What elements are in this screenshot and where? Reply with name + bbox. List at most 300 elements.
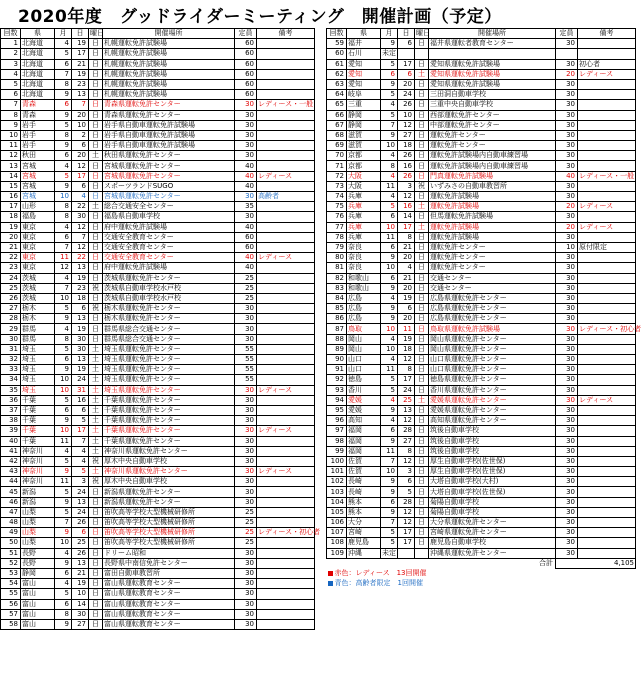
cell-venue: 札幌運転免許試験場 bbox=[103, 69, 235, 79]
cell-capacity: 30 bbox=[556, 416, 578, 426]
cell-note: レディース・初心者 bbox=[258, 528, 321, 537]
table-row bbox=[327, 263, 636, 273]
cell-capacity: 30 bbox=[556, 39, 578, 49]
cell-weekday: 日 bbox=[415, 59, 429, 69]
cell-weekday: 日 bbox=[89, 69, 103, 79]
cell-weekday: 日 bbox=[89, 120, 103, 130]
table-row bbox=[327, 497, 636, 507]
cell-pref: 富山 bbox=[21, 619, 55, 629]
table-row bbox=[327, 212, 636, 222]
cell-venue: 大分県運転免許センター bbox=[429, 518, 556, 528]
cell-note bbox=[257, 456, 315, 466]
cell-month: 5 bbox=[55, 49, 72, 59]
cell-no: 69 bbox=[327, 141, 347, 151]
cell-note: レディース bbox=[578, 202, 636, 212]
cell-pref: 京都 bbox=[347, 151, 381, 161]
table-row bbox=[1, 395, 315, 405]
cell-venue: 運転免許センター bbox=[429, 130, 556, 140]
table-row bbox=[327, 405, 636, 415]
cell-note bbox=[578, 314, 636, 324]
cell-note bbox=[257, 518, 315, 528]
cell-no: 79 bbox=[327, 242, 347, 252]
cell-note bbox=[578, 456, 636, 466]
cell-weekday: 日 bbox=[415, 375, 429, 385]
cell-day: 24 bbox=[72, 375, 89, 385]
cell-pref: 静岡 bbox=[347, 110, 381, 120]
cell-no: 83 bbox=[327, 283, 347, 293]
cell-no: 32 bbox=[1, 355, 21, 365]
cell-note: レディース bbox=[578, 69, 636, 79]
table-row bbox=[327, 79, 636, 89]
table-row bbox=[327, 222, 636, 232]
cell-capacity: 30 bbox=[235, 487, 257, 497]
header-pref: 県 bbox=[347, 29, 381, 39]
cell-capacity: 40 bbox=[235, 253, 257, 263]
cell-venue: 山口県運転免許センター bbox=[429, 355, 556, 365]
table-row bbox=[327, 355, 636, 365]
table-row bbox=[327, 548, 636, 558]
cell-weekday: 日 bbox=[89, 130, 103, 140]
cell-no: 41 bbox=[1, 446, 21, 456]
cell-no: 80 bbox=[327, 253, 347, 263]
cell-day: 12 bbox=[398, 456, 415, 466]
cell-month: 4 bbox=[381, 293, 398, 303]
table-row bbox=[327, 314, 636, 324]
cell-venue: 岩手県自動車運転免許試験場 bbox=[103, 120, 235, 130]
cell-pref: 新潟 bbox=[21, 497, 55, 507]
cell-note: レディース bbox=[257, 253, 315, 263]
table-row bbox=[1, 589, 315, 599]
cell-day: 30 bbox=[72, 344, 89, 354]
cell-no: 5 bbox=[1, 79, 21, 89]
cell-pref: 東京 bbox=[21, 263, 55, 273]
cell-note bbox=[578, 334, 636, 344]
cell-note bbox=[578, 528, 636, 538]
cell-note bbox=[578, 385, 636, 395]
cell-pref: 千葉 bbox=[21, 405, 55, 415]
cell-weekday: 日 bbox=[415, 355, 429, 365]
total-row bbox=[327, 558, 636, 568]
cell-month: 5 bbox=[381, 59, 398, 69]
cell-venue: 栃木県運転免許センター bbox=[103, 304, 235, 314]
cell-month: 5 bbox=[55, 395, 72, 405]
legend-blue: 青色：高齢者限定 1回開催 bbox=[334, 579, 423, 588]
cell-day: 20 bbox=[398, 79, 415, 89]
cell-no: 27 bbox=[1, 304, 21, 314]
cell-month: 6 bbox=[55, 568, 72, 578]
cell-capacity: 30 bbox=[235, 120, 257, 130]
cell-no: 88 bbox=[327, 334, 347, 344]
table-row bbox=[327, 232, 636, 242]
cell-weekday: 土 bbox=[415, 202, 429, 212]
cell-month: 5 bbox=[55, 507, 72, 517]
cell-month: 9 bbox=[381, 314, 398, 324]
cell-day: 10 bbox=[72, 589, 89, 599]
cell-day: 10 bbox=[72, 120, 89, 130]
table-row bbox=[327, 507, 636, 517]
cell-no: 101 bbox=[327, 467, 347, 477]
cell-note bbox=[257, 130, 315, 140]
cell-weekday: 日 bbox=[415, 477, 429, 487]
cell-note bbox=[257, 548, 315, 558]
cell-day: 6 bbox=[72, 304, 89, 314]
cell-capacity: 30 bbox=[556, 395, 578, 405]
cell-weekday: 土 bbox=[89, 395, 103, 405]
cell-note bbox=[578, 192, 636, 202]
cell-weekday: 日 bbox=[415, 283, 429, 293]
cell-note bbox=[257, 375, 315, 385]
cell-day: 16 bbox=[398, 161, 415, 171]
cell-weekday: 日 bbox=[89, 314, 103, 324]
cell-day: 8 bbox=[398, 365, 415, 375]
cell-venue: 宮城県運転免許センター bbox=[103, 192, 235, 202]
total-label: 合計 bbox=[539, 559, 553, 568]
cell-note bbox=[257, 151, 315, 161]
cell-pref: 青森 bbox=[21, 110, 55, 120]
cell-day: 19 bbox=[72, 579, 89, 589]
table-row bbox=[327, 324, 636, 334]
cell-venue: 広島県運転免許センター bbox=[429, 293, 556, 303]
cell-capacity: 30 bbox=[556, 538, 578, 548]
cell-pref: 和歌山 bbox=[347, 283, 381, 293]
cell-venue: 千葉県運転免許センター bbox=[103, 436, 235, 446]
cell-venue: 高知県運転免許センター bbox=[429, 416, 556, 426]
cell-venue: 富山県運転教育センター bbox=[103, 599, 235, 609]
cell-capacity: 30 bbox=[556, 110, 578, 120]
table-row bbox=[327, 151, 636, 161]
table-row bbox=[1, 385, 315, 395]
cell-note bbox=[257, 263, 315, 273]
cell-weekday: 日 bbox=[415, 273, 429, 283]
cell-month: 4 bbox=[55, 273, 72, 283]
cell-day: 16 bbox=[398, 202, 415, 212]
cell-pref: 滋賀 bbox=[347, 141, 381, 151]
cell-day: 3 bbox=[398, 181, 415, 191]
cell-venue: 厚生自動車学校(佐世保) bbox=[429, 456, 556, 466]
cell-note: 高齢者 bbox=[257, 192, 315, 202]
cell-note bbox=[578, 405, 636, 415]
cell-capacity: 30 bbox=[235, 151, 257, 161]
legend-red-row bbox=[327, 568, 636, 578]
cell-note bbox=[578, 293, 636, 303]
cell-no: 36 bbox=[1, 395, 21, 405]
cell-weekday: 日 bbox=[89, 589, 103, 599]
cell-venue: 岡山県運転免許センター bbox=[429, 334, 556, 344]
cell-capacity: 30 bbox=[235, 130, 257, 140]
cell-capacity: 60 bbox=[235, 69, 257, 79]
cell-note: レディース bbox=[578, 222, 636, 232]
cell-weekday: 土 bbox=[89, 436, 103, 446]
cell-venue: 運転免許センター bbox=[429, 253, 556, 263]
cell-month: 4 bbox=[55, 324, 72, 334]
cell-no: 99 bbox=[327, 446, 347, 456]
cell-pref: 秋田 bbox=[21, 151, 55, 161]
cell-pref: 鳥取 bbox=[347, 324, 381, 334]
cell-capacity: 25 bbox=[235, 507, 257, 517]
cell-venue: 但馬運転免許試験場 bbox=[429, 212, 556, 222]
cell-note bbox=[257, 507, 315, 517]
cell-venue: 千葉県運転免許センター bbox=[103, 426, 235, 436]
cell-pref: 東京 bbox=[21, 232, 55, 242]
cell-capacity: 30 bbox=[556, 375, 578, 385]
cell-weekday: 日 bbox=[89, 487, 103, 497]
cell-pref: 福岡 bbox=[347, 446, 381, 456]
cell-weekday: 日 bbox=[89, 334, 103, 344]
cell-venue: 運転免許センター bbox=[429, 263, 556, 273]
cell-capacity: 30 bbox=[556, 283, 578, 293]
cell-day: 19 bbox=[398, 334, 415, 344]
cell-month: 9 bbox=[55, 558, 72, 568]
cell-capacity: 30 bbox=[556, 253, 578, 263]
blue-square-icon bbox=[328, 581, 333, 586]
cell-month: 5 bbox=[381, 202, 398, 212]
cell-pref: 東京 bbox=[21, 222, 55, 232]
cell-no: 81 bbox=[327, 263, 347, 273]
cell-note bbox=[257, 222, 315, 232]
cell-day: 2 bbox=[72, 130, 89, 140]
table-row bbox=[1, 90, 315, 100]
cell-pref: 茨城 bbox=[21, 283, 55, 293]
cell-note bbox=[257, 110, 315, 120]
cell-pref: 岩手 bbox=[21, 130, 55, 140]
cell-no: 104 bbox=[327, 497, 347, 507]
cell-capacity: 60 bbox=[235, 232, 257, 242]
cell-no: 96 bbox=[327, 416, 347, 426]
cell-capacity: 40 bbox=[235, 171, 257, 181]
cell-pref: 北海道 bbox=[21, 79, 55, 89]
cell-capacity: 30 bbox=[556, 385, 578, 395]
cell-pref: 山梨 bbox=[21, 507, 55, 517]
cell-no: 19 bbox=[1, 222, 21, 232]
cell-capacity: 30 bbox=[556, 467, 578, 477]
cell-no: 49 bbox=[1, 528, 21, 538]
schedule-table-right bbox=[326, 28, 641, 589]
cell-pref: 福岡 bbox=[347, 436, 381, 446]
cell-month: 4 bbox=[55, 161, 72, 171]
cell-no: 92 bbox=[327, 375, 347, 385]
cell-note bbox=[257, 212, 315, 222]
cell-pref: 富山 bbox=[21, 599, 55, 609]
cell-no: 98 bbox=[327, 436, 347, 446]
cell-note bbox=[578, 90, 636, 100]
cell-day: 26 bbox=[398, 151, 415, 161]
table-row bbox=[327, 130, 636, 140]
cell-note bbox=[578, 263, 636, 273]
cell-venue: 笛吹高等学校大型機械研修所 bbox=[103, 528, 235, 538]
cell-pref: 山口 bbox=[347, 355, 381, 365]
cell-day: 24 bbox=[72, 487, 89, 497]
cell-note bbox=[578, 110, 636, 120]
cell-month: 8 bbox=[55, 79, 72, 89]
cell-note bbox=[578, 365, 636, 375]
cell-day: 26 bbox=[72, 518, 89, 528]
cell-pref: 栃木 bbox=[21, 314, 55, 324]
table-row bbox=[1, 416, 315, 426]
cell-note bbox=[578, 426, 636, 436]
cell-no: 53 bbox=[1, 568, 21, 578]
cell-weekday: 日 bbox=[89, 599, 103, 609]
cell-no: 8 bbox=[1, 110, 21, 120]
cell-capacity: 30 bbox=[235, 477, 257, 487]
cell-day: 12 bbox=[398, 507, 415, 517]
cell-day: 19 bbox=[398, 293, 415, 303]
cell-note bbox=[257, 181, 315, 191]
cell-month: 7 bbox=[381, 518, 398, 528]
table-row bbox=[327, 100, 636, 110]
table-row bbox=[327, 283, 636, 293]
cell-weekday: 日 bbox=[415, 446, 429, 456]
cell-pref: 宮城 bbox=[21, 171, 55, 181]
cell-month: 10 bbox=[381, 324, 398, 334]
cell-no: 54 bbox=[1, 579, 21, 589]
cell-capacity: 25 bbox=[235, 283, 257, 293]
table-row bbox=[327, 141, 636, 151]
table-row bbox=[1, 497, 315, 507]
cell-no: 37 bbox=[1, 405, 21, 415]
cell-no: 87 bbox=[327, 324, 347, 334]
cell-weekday: 日 bbox=[89, 507, 103, 517]
table-row bbox=[327, 202, 636, 212]
cell-day: 20 bbox=[398, 283, 415, 293]
table-row bbox=[327, 242, 636, 252]
cell-pref: 大阪 bbox=[347, 181, 381, 191]
cell-venue: 愛知県運転免許試験場 bbox=[429, 69, 556, 79]
cell-note bbox=[578, 212, 636, 222]
cell-month: 4 bbox=[55, 446, 72, 456]
cell-month: 8 bbox=[381, 161, 398, 171]
cell-note bbox=[578, 487, 636, 497]
table-row bbox=[1, 518, 315, 528]
cell-month: 10 bbox=[55, 538, 72, 548]
cell-month: 9 bbox=[55, 181, 72, 191]
cell-weekday bbox=[415, 49, 429, 59]
table-row bbox=[327, 59, 636, 69]
cell-no: 10 bbox=[1, 130, 21, 140]
table-row bbox=[1, 467, 315, 477]
cell-day: 17 bbox=[398, 528, 415, 538]
cell-weekday: 日 bbox=[415, 528, 429, 538]
cell-capacity: 30 bbox=[556, 181, 578, 191]
cell-pref: 富山 bbox=[21, 579, 55, 589]
cell-weekday: 日 bbox=[89, 497, 103, 507]
cell-venue: 府中運転免許試験場 bbox=[103, 222, 235, 232]
cell-day: 19 bbox=[72, 324, 89, 334]
cell-no: 58 bbox=[1, 619, 21, 629]
cell-venue: 千葉県運転免許センター bbox=[103, 416, 235, 426]
cell-venue: 新潟県運転免許センター bbox=[103, 497, 235, 507]
cell-note bbox=[257, 334, 315, 344]
cell-capacity: 30 bbox=[235, 426, 257, 436]
cell-no: 75 bbox=[327, 202, 347, 212]
cell-capacity: 20 bbox=[556, 202, 578, 212]
cell-day: 20 bbox=[398, 253, 415, 263]
cell-pref: 兵庫 bbox=[347, 222, 381, 232]
cell-day: 21 bbox=[72, 59, 89, 69]
cell-capacity: 30 bbox=[556, 355, 578, 365]
table-row bbox=[327, 69, 636, 79]
table-row bbox=[327, 90, 636, 100]
cell-day bbox=[398, 49, 415, 59]
cell-no: 106 bbox=[327, 518, 347, 528]
cell-day: 28 bbox=[398, 426, 415, 436]
cell-weekday: 日 bbox=[415, 161, 429, 171]
cell-capacity: 10 bbox=[556, 242, 578, 252]
table-row bbox=[327, 161, 636, 171]
cell-month: 11 bbox=[381, 446, 398, 456]
cell-pref: 山形 bbox=[21, 202, 55, 212]
header-no: 回数 bbox=[327, 29, 347, 39]
cell-note bbox=[257, 69, 315, 79]
cell-month: 9 bbox=[381, 283, 398, 293]
cell-day: 3 bbox=[72, 477, 89, 487]
cell-note bbox=[578, 39, 636, 49]
cell-pref: 青森 bbox=[21, 100, 55, 110]
table-row bbox=[327, 253, 636, 263]
cell-weekday: 日 bbox=[415, 130, 429, 140]
cell-note bbox=[578, 518, 636, 528]
cell-day: 12 bbox=[72, 242, 89, 252]
cell-month: 未定 bbox=[382, 548, 396, 557]
cell-month: 6 bbox=[381, 69, 398, 79]
cell-no: 16 bbox=[1, 192, 21, 202]
cell-venue: 交通安全教育センター bbox=[103, 242, 235, 252]
cell-no: 70 bbox=[327, 151, 347, 161]
cell-pref: 広島 bbox=[347, 293, 381, 303]
cell-note bbox=[257, 232, 315, 242]
table-row bbox=[327, 39, 636, 49]
cell-no: 55 bbox=[1, 589, 21, 599]
cell-venue: 富山県運転教育センター bbox=[103, 619, 235, 629]
cell-day: 13 bbox=[72, 90, 89, 100]
cell-month: 5 bbox=[381, 538, 398, 548]
schedule-table-left bbox=[0, 28, 321, 630]
cell-day: 26 bbox=[398, 171, 415, 181]
cell-pref: 東京 bbox=[21, 242, 55, 252]
cell-weekday: 祝 bbox=[89, 456, 103, 466]
cell-month: 4 bbox=[55, 39, 72, 49]
cell-month: 7 bbox=[55, 283, 72, 293]
cell-venue: 青森県運転免許センター bbox=[103, 100, 235, 110]
cell-month: 5 bbox=[55, 344, 72, 354]
cell-capacity: 30 bbox=[556, 456, 578, 466]
cell-capacity: 30 bbox=[235, 568, 257, 578]
cell-weekday: 日 bbox=[89, 568, 103, 578]
cell-capacity: 30 bbox=[235, 212, 257, 222]
cell-day: 27 bbox=[398, 130, 415, 140]
cell-no: 84 bbox=[327, 293, 347, 303]
cell-no: 90 bbox=[327, 355, 347, 365]
cell-pref: 大分 bbox=[347, 518, 381, 528]
table-row bbox=[1, 365, 315, 375]
cell-no: 51 bbox=[1, 548, 21, 558]
cell-month: 5 bbox=[55, 487, 72, 497]
cell-weekday: 日 bbox=[415, 79, 429, 89]
cell-no: 102 bbox=[327, 477, 347, 487]
cell-pref: 岩手 bbox=[21, 120, 55, 130]
cell-month: 10 bbox=[55, 375, 72, 385]
cell-pref: 福井 bbox=[347, 39, 381, 49]
cell-pref: 岩手 bbox=[21, 141, 55, 151]
cell-month: 9 bbox=[55, 314, 72, 324]
cell-no: 1 bbox=[1, 39, 21, 49]
cell-weekday: 日 bbox=[415, 426, 429, 436]
cell-pref: 千葉 bbox=[21, 436, 55, 446]
cell-note bbox=[578, 467, 636, 477]
cell-weekday: 日 bbox=[89, 324, 103, 334]
cell-venue: 青森県運転免許センター bbox=[103, 110, 235, 120]
cell-capacity: 30 bbox=[556, 497, 578, 507]
table-row bbox=[327, 49, 636, 59]
